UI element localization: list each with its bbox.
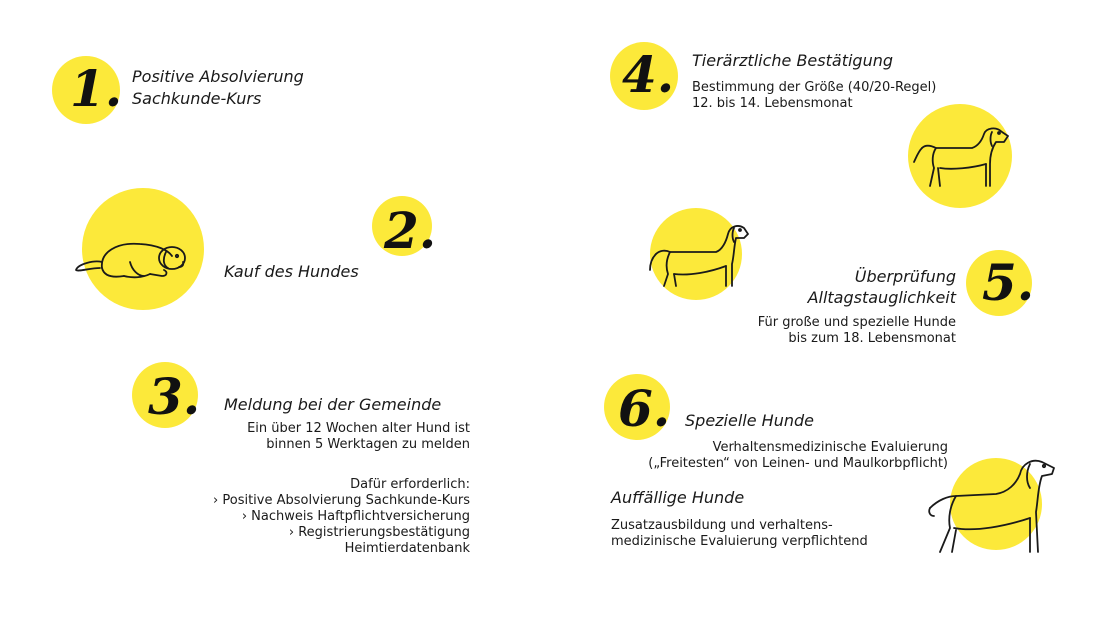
- step-1-number: 1.: [70, 59, 123, 118]
- step-3-requirements: [213, 477, 470, 557]
- step-4-body-line-2: 12. bis 14. Lebensmonat: [692, 96, 853, 111]
- step-3-title: Meldung bei der Gemeinde: [224, 395, 442, 414]
- step-6-sub-body: [611, 518, 868, 550]
- step-6-body-line-1: Verhaltensmedizinische Evaluierung: [712, 440, 948, 455]
- step-4-body: [692, 80, 936, 112]
- step-5-body-line-1: Für große und spezielle Hunde: [757, 315, 956, 330]
- puppy-icon: [72, 232, 192, 287]
- dog-icon: [912, 124, 1012, 194]
- step-6-title: Spezielle Hunde: [685, 411, 814, 430]
- step-3-number: 3.: [148, 367, 201, 426]
- step-2-number: 2.: [384, 201, 437, 260]
- dog-icon: [650, 212, 750, 292]
- step-5-title: [808, 266, 956, 308]
- step-6-sub-body-line-2: medizinische Evaluierung verpflichtend: [611, 534, 868, 549]
- step-6-subtitle: Auffällige Hunde: [611, 488, 745, 507]
- requirement-item: › Nachweis Haftpflichtversicherung: [241, 509, 470, 524]
- step-5-title-line-2: Alltagstauglichkeit: [807, 288, 956, 307]
- large-dog-icon: [926, 456, 1060, 556]
- requirement-item: Heimtierdatenbank: [344, 541, 470, 556]
- step-3-body: [247, 421, 470, 453]
- step-6-number: 6.: [618, 379, 671, 438]
- step-3-body-line-2: binnen 5 Werktagen zu melden: [266, 437, 470, 452]
- step-6-sub-body-line-1: Zusatzausbildung und verhaltens-: [611, 518, 833, 533]
- step-3-body-line-1: Ein über 12 Wochen alter Hund ist: [247, 421, 470, 436]
- step-5-title-line-1: Überprüfung: [854, 267, 956, 286]
- step-5-body-line-2: bis zum 18. Lebensmonat: [788, 331, 956, 346]
- step-4-body-line-1: Bestimmung der Größe (40/20-Regel): [692, 80, 937, 95]
- step-5-number: 5.: [982, 253, 1035, 312]
- step-4-title: Tierärztliche Bestätigung: [692, 51, 893, 70]
- step-6-body-line-2: („Freitesten“ von Leinen- und Maulkorbpflicht): [648, 456, 948, 471]
- step-1-title-line-2: Sachkunde-Kurs: [132, 89, 262, 108]
- requirement-item: › Positive Absolvierung Sachkunde-Kurs: [213, 493, 470, 508]
- step-1-title-line-1: Positive Absolvierung: [132, 67, 304, 86]
- step-6-body: [648, 440, 948, 472]
- step-4-number: 4.: [622, 45, 675, 104]
- requirements-heading: Dafür erforderlich:: [350, 477, 470, 492]
- step-2-title: Kauf des Hundes: [224, 262, 359, 281]
- step-5-body: [758, 315, 956, 347]
- requirement-item: › Registrierungsbestätigung: [288, 525, 470, 540]
